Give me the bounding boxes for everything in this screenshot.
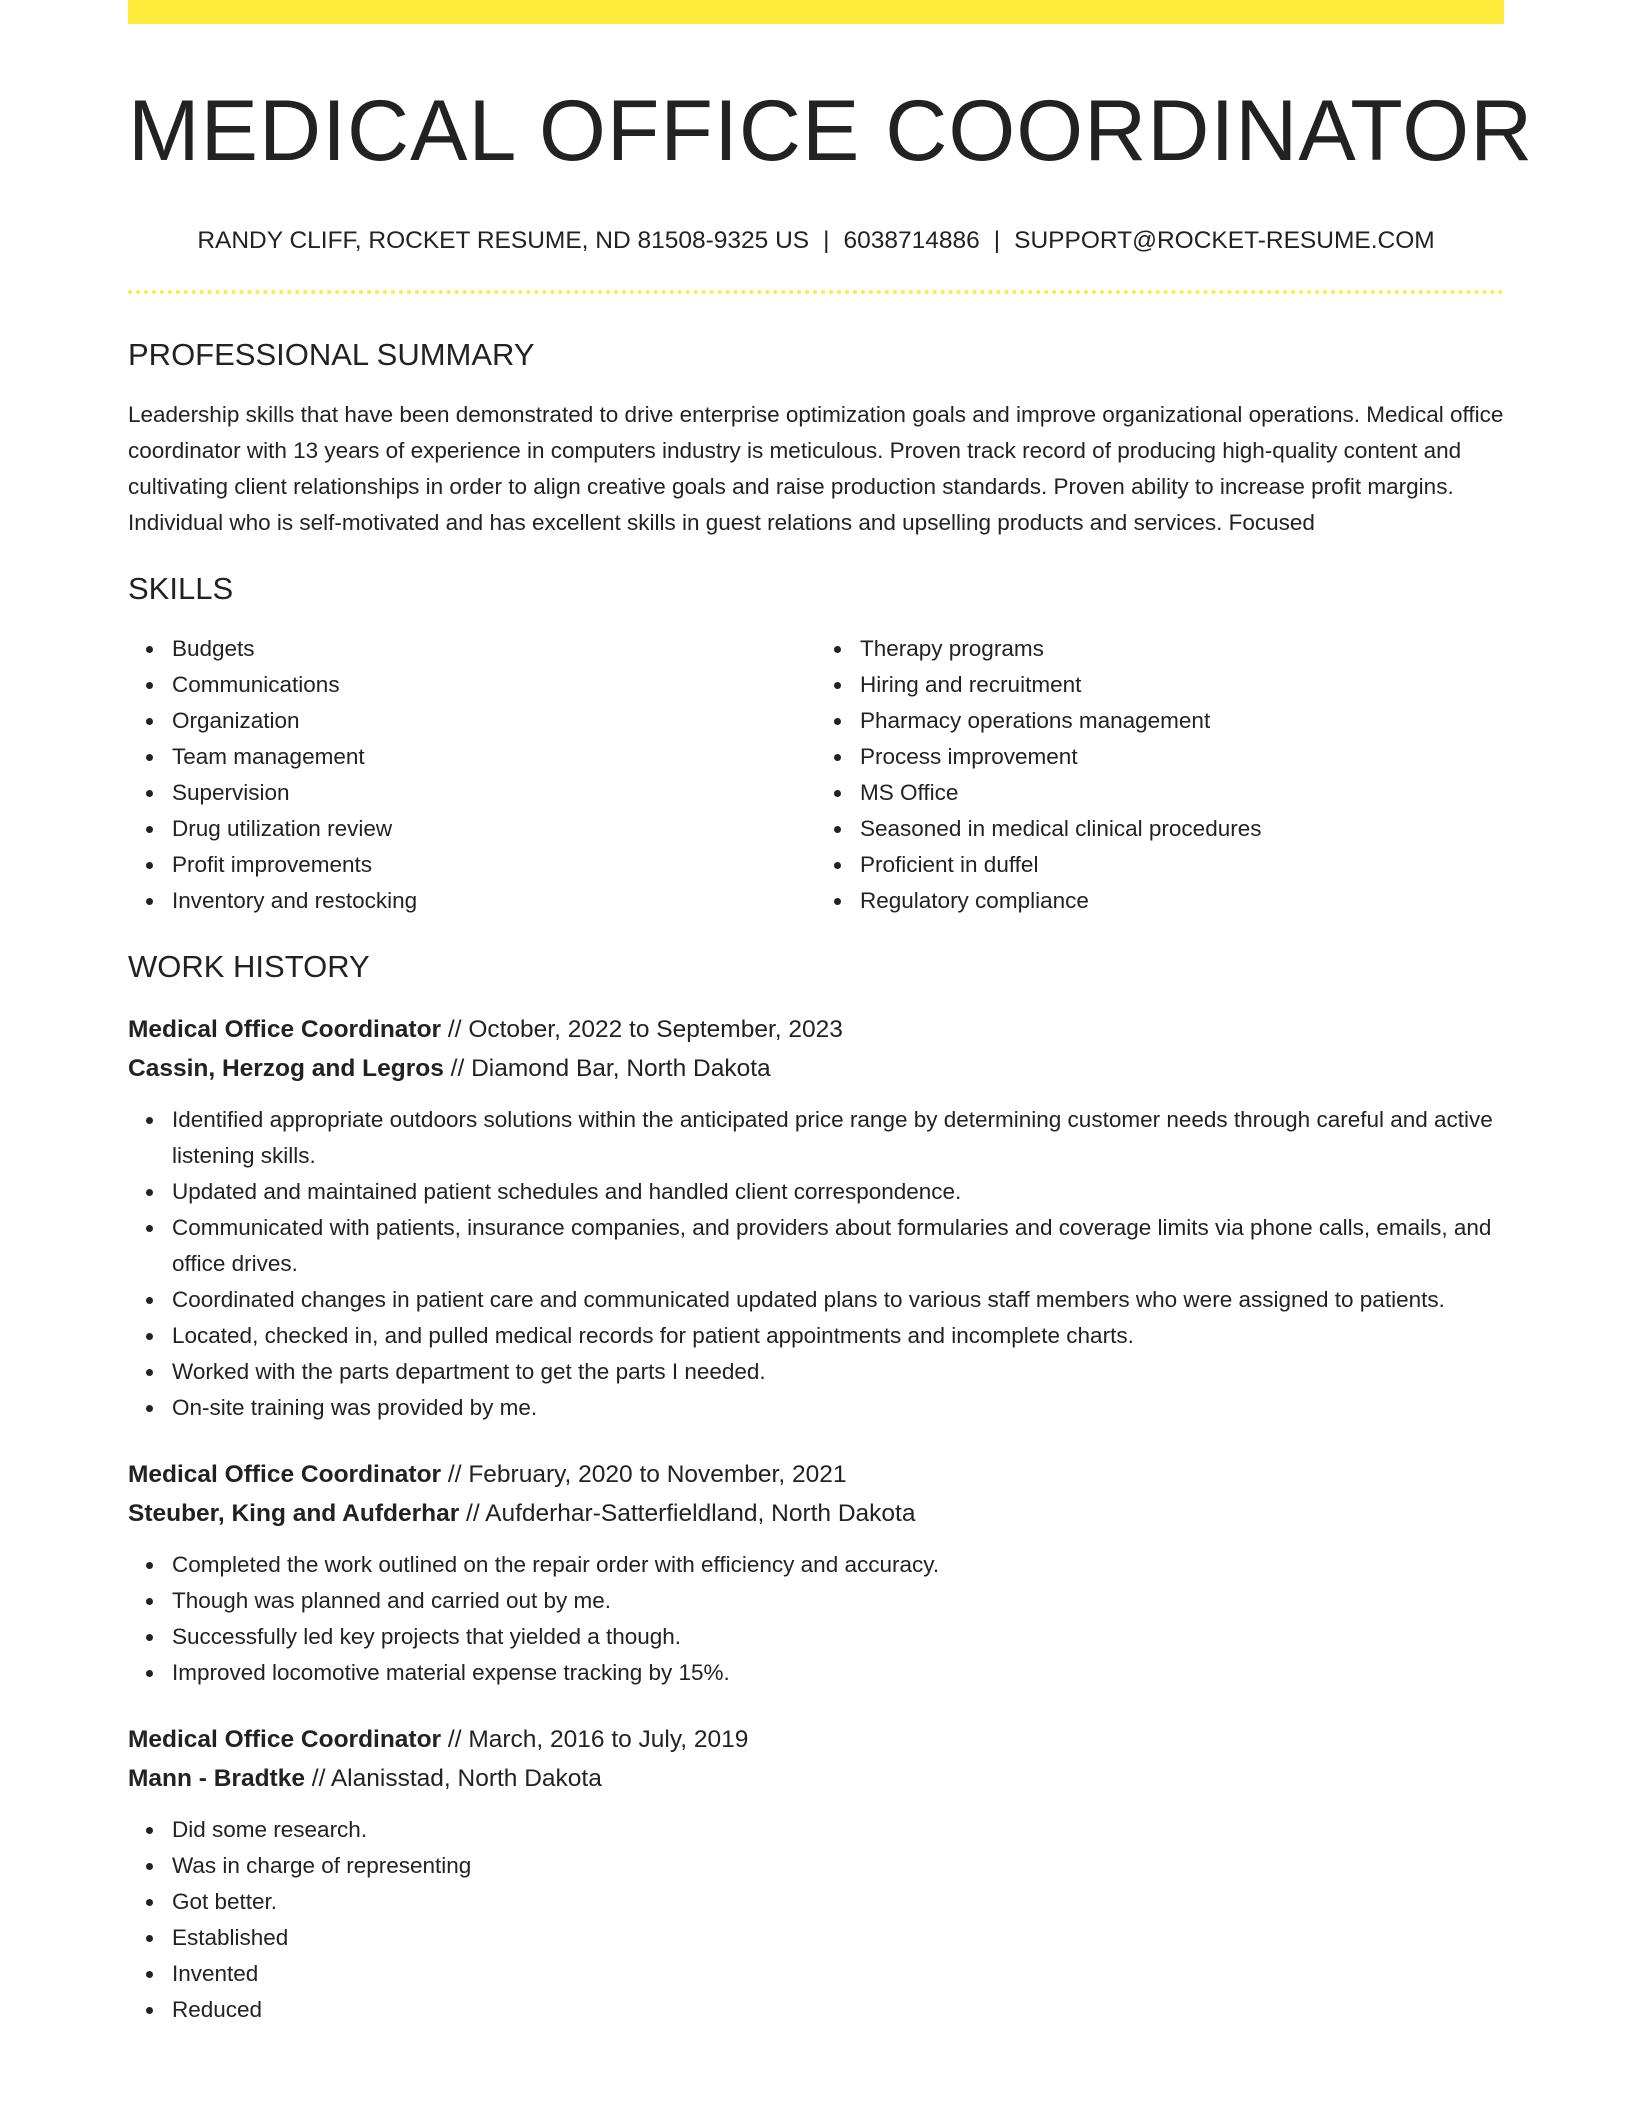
skill-item: Proficient in duffel: [860, 847, 1504, 883]
job-title: Medical Office Coordinator: [128, 1016, 442, 1043]
job-bullets: [128, 1812, 1504, 2028]
contact-separator: |: [823, 227, 830, 254]
summary-text: Leadership skills that have been demonstrated to drive enterprise optimization goals and improve organizational operations. Medical office coordinator with 13 years of experience in computers industry is meticulous. Proven track record of producing high-quality content and cultivating client relationships in order to align creative goals and raise production standards. Proven ability to increase profit margins. Individual who is self-motivated and has excellent skills in guest relations and upselling products and services. Focused: [128, 402, 1504, 535]
skill-item: Therapy programs: [860, 631, 1504, 667]
job-bullet: Got better.: [172, 1884, 1504, 1920]
job-company: Steuber, King and Aufderhar: [128, 1500, 460, 1527]
job-bullet: Did some research.: [172, 1812, 1504, 1848]
job-title: Medical Office Coordinator: [128, 1726, 442, 1753]
job-title-line: [128, 1720, 1504, 1759]
skill-item: Inventory and restocking: [172, 883, 816, 919]
accent-top-bar: [128, 0, 1504, 24]
skill-item: Team management: [172, 739, 816, 775]
skill-item: Hiring and recruitment: [860, 667, 1504, 703]
skill-item: MS Office: [860, 775, 1504, 811]
job-bullet: Identified appropriate outdoors solutions within the anticipated price range by determining customer needs through careful and active listening skills.: [172, 1102, 1504, 1174]
job-bullet: Communicated with patients, insurance companies, and providers about formularies and coverage limits via phone calls, emails, and office drives.: [172, 1210, 1504, 1282]
skill-item: Communications: [172, 667, 816, 703]
job-entry: [128, 1455, 1504, 1691]
job-company-line: [128, 1494, 1504, 1533]
job-location: // Diamond Bar, North Dakota: [443, 1055, 771, 1082]
job-bullets: [128, 1102, 1504, 1426]
job-bullet: Invented: [172, 1956, 1504, 1992]
job-title: Medical Office Coordinator: [128, 1461, 442, 1488]
job-title-line: [128, 1455, 1504, 1494]
job-bullet: Was in charge of representing: [172, 1848, 1504, 1884]
resume-content: [128, 24, 1534, 2028]
summary-heading: PROFESSIONAL SUMMARY: [128, 337, 535, 372]
job-bullet: Reduced: [172, 1992, 1504, 2028]
skills-column-left: [128, 631, 816, 919]
job-dates: // February, 2020 to November, 2021: [441, 1461, 847, 1488]
job-bullet: Improved locomotive material expense tracking by 15%.: [172, 1655, 1504, 1691]
skills-column-right: [816, 631, 1504, 919]
job-company-line: [128, 1049, 1504, 1088]
job-bullet: Updated and maintained patient schedules and handled client correspondence.: [172, 1174, 1504, 1210]
job-bullet: Established: [172, 1920, 1504, 1956]
skill-item: Seasoned in medical clinical procedures: [860, 811, 1504, 847]
job-dates: // October, 2022 to September, 2023: [441, 1016, 843, 1043]
skill-item: Budgets: [172, 631, 816, 667]
contact-phone: 6038714886: [843, 227, 980, 254]
skills-heading: SKILLS: [128, 571, 234, 606]
job-dates: // March, 2016 to July, 2019: [441, 1726, 749, 1753]
job-bullet: Successfully led key projects that yielded a though.: [172, 1619, 1504, 1655]
contact-email: SUPPORT@ROCKET-RESUME.COM: [1014, 227, 1435, 254]
job-entry: [128, 1720, 1504, 2028]
contact-separator: |: [993, 227, 1001, 254]
job-bullet: Completed the work outlined on the repair order with efficiency and accuracy.: [172, 1547, 1504, 1583]
skill-item: Process improvement: [860, 739, 1504, 775]
job-bullet: Though was planned and carried out by me.: [172, 1583, 1504, 1619]
job-bullet: Worked with the parts department to get the parts I needed.: [172, 1354, 1504, 1390]
resume-title: MEDICAL OFFICE COORDINATOR: [128, 83, 1534, 179]
job-bullet: On-site training was provided by me.: [172, 1390, 1504, 1426]
skill-item: Profit improvements: [172, 847, 816, 883]
job-company-line: [128, 1759, 1504, 1798]
job-company: Mann - Bradtke: [128, 1765, 305, 1792]
job-bullet: Coordinated changes in patient care and communicated updated plans to various staff members who were assigned to patients.: [172, 1282, 1504, 1318]
dotted-divider: [128, 290, 1504, 294]
skill-item: Organization: [172, 703, 816, 739]
skill-item: Drug utilization review: [172, 811, 816, 847]
job-location: // Aufderhar-Satterfieldland, North Dakota: [459, 1500, 916, 1527]
job-title-line: [128, 1010, 1504, 1049]
job-bullets: [128, 1547, 1504, 1691]
skill-item: Supervision: [172, 775, 816, 811]
job-company: Cassin, Herzog and Legros: [128, 1055, 444, 1082]
skill-item: Regulatory compliance: [860, 883, 1504, 919]
work-history-heading: WORK HISTORY: [128, 949, 370, 984]
contact-line: [128, 225, 1504, 257]
skill-item: Pharmacy operations management: [860, 703, 1504, 739]
job-entry: [128, 1010, 1504, 1426]
skills-grid: [128, 631, 1504, 919]
job-bullet: Located, checked in, and pulled medical records for patient appointments and incomplete charts.: [172, 1318, 1504, 1354]
contact-address: RANDY CLIFF, ROCKET RESUME, ND 81508-9325 US: [197, 227, 810, 254]
job-location: // Alanisstad, North Dakota: [304, 1765, 602, 1792]
